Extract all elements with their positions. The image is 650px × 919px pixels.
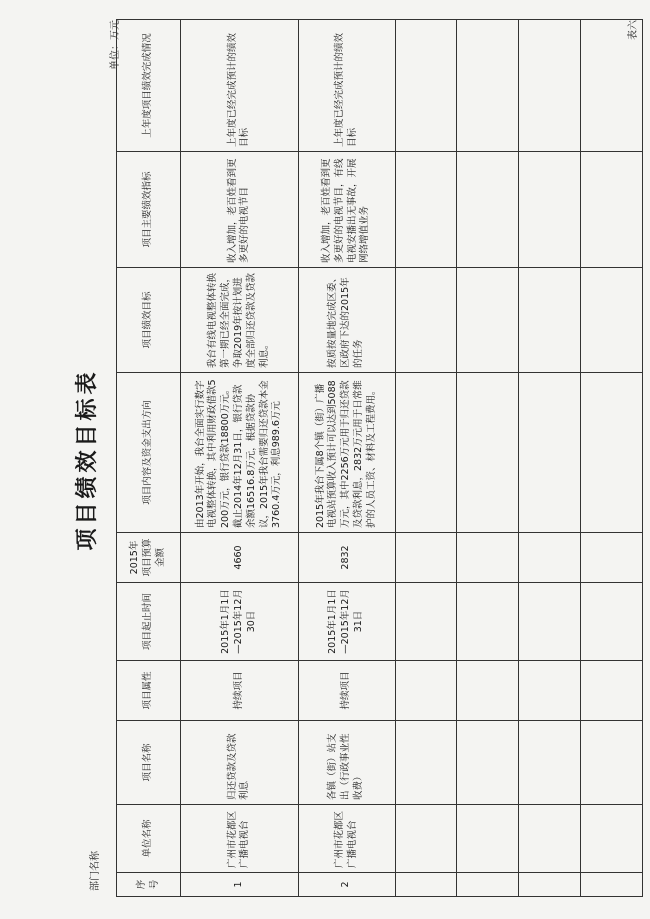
unit-label: 单位：万元 (110, 20, 121, 70)
cell-last-year: 上年度已经完成预计的绩效目标 (181, 20, 298, 152)
header-budget: 2015年项目预算金额 (117, 533, 181, 583)
cell-period: 2015年1月1日—2015年12月30日 (181, 583, 298, 661)
header-content: 项目内容及资金支出方向 (117, 373, 181, 533)
page-title: 项目绩效目标表 (75, 368, 100, 551)
header-project-name: 项目名称 (117, 721, 181, 805)
cell-indicator: 收入增加，老百姓看到更多更好的电视节目 (181, 152, 298, 268)
header-last-year: 上年度项目绩效完成情况 (117, 20, 181, 152)
table-number-tag: 表六 (628, 20, 639, 40)
cell-goal: 按质按量地完成区委、区政府下达的2015年的任务 (298, 268, 395, 373)
header-no: 序号 (117, 873, 181, 897)
cell-content: 2015年我台下属8个镇（街）广播电视站预算收入预计可以达到5088万元，其中2256万元用于归还贷款及贷款利息，2832万元用于日常维护的人员工资、材料及工程费用。 (298, 373, 395, 533)
header-indicator: 项目主要绩效指标 (117, 152, 181, 268)
empty-row (581, 20, 643, 897)
cell-project-name: 各镇（街）站支出（行政事业性收费） (298, 721, 395, 805)
cell-content: 由2013年开始，我台全面实行数字电视整体转换，其中利用财政借款5200万元，银行贷款18800万元。截止2014年12月31日，银行贷款余额16516.8万元，根据贷款协议，2015年我台需要归还贷款本金3760.4万元，利息989.6万元 (181, 373, 298, 533)
cell-no: 2 (298, 873, 395, 897)
header-period: 项目起止时间 (117, 583, 181, 661)
table-header-row (117, 20, 181, 897)
cell-last-year: 上年度已经完成预计的绩效目标 (298, 20, 395, 152)
cell-attribute: 持续项目 (298, 661, 395, 721)
department-label: 部门名称 (90, 851, 101, 891)
empty-row (519, 20, 581, 897)
cell-period: 2015年1月1日—2015年12月31日 (298, 583, 395, 661)
header-unit: 单位名称 (117, 805, 181, 873)
cell-no: 1 (181, 873, 298, 897)
cell-unit: 广州市花都区广播电视台 (181, 805, 298, 873)
cell-unit: 广州市花都区广播电视台 (298, 805, 395, 873)
empty-row (395, 20, 457, 897)
cell-budget: 4660 (181, 533, 298, 583)
cell-indicator: 收入增加，老百姓看到更多更好的电视节目，有线电视安播出无事故，开展网络增值业务 (298, 152, 395, 268)
cell-goal: 我台有线电视整体转换第一期已经全面完成，争取2019年按计划进度全部归还贷款及贷款利息。 (181, 268, 298, 373)
empty-row (457, 20, 519, 897)
performance-goal-table (116, 19, 643, 897)
cell-budget: 2832 (298, 533, 395, 583)
table-row (298, 20, 395, 897)
header-goal: 项目绩效目标 (117, 268, 181, 373)
cell-project-name: 归还贷款及贷款利息 (181, 721, 298, 805)
table-row (181, 20, 298, 897)
header-attribute: 项目属性 (117, 661, 181, 721)
cell-attribute: 持续项目 (181, 661, 298, 721)
